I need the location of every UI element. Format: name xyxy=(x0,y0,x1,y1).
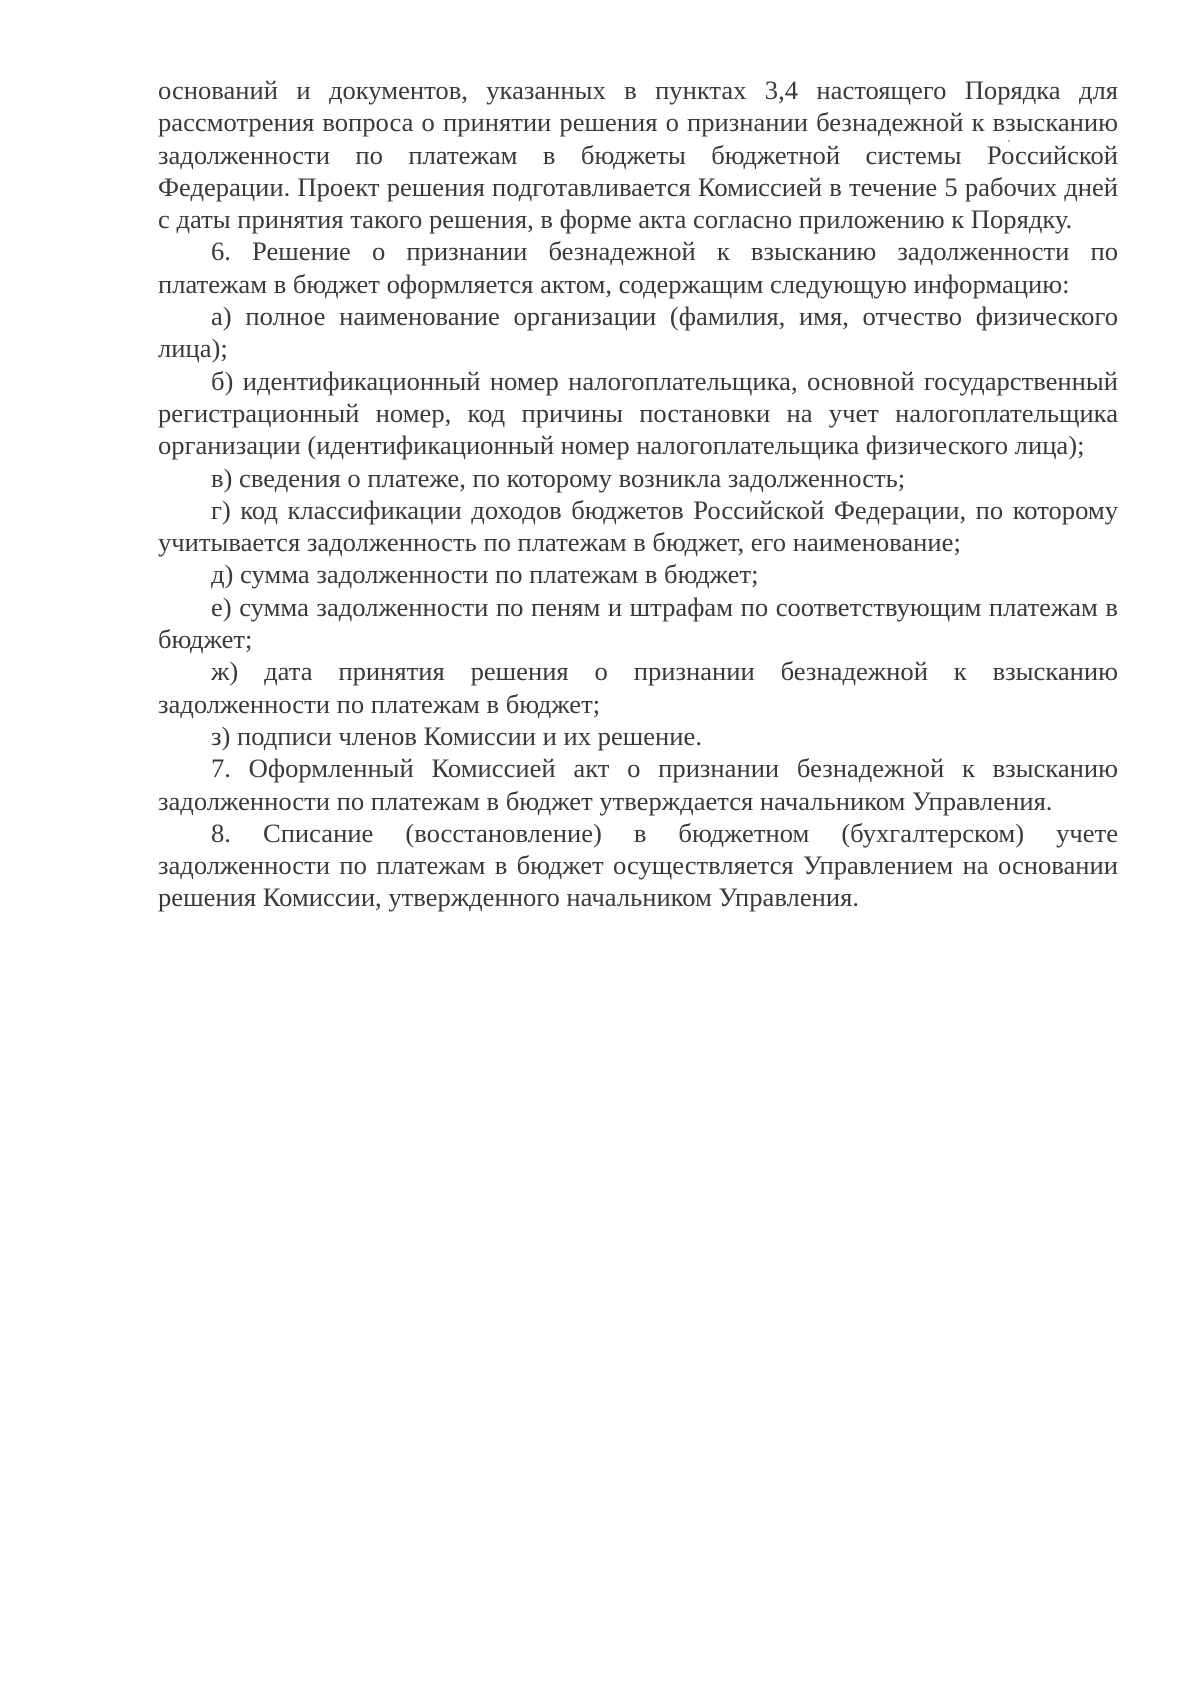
subitem-e: е) сумма задолженности по пеням и штрафам по соответствующим платежам в бюджет; xyxy=(158,591,1118,655)
subitem-g: г) код классификации доходов бюджетов Российской Федерации, по которому учитывается задолженность по платежам в бюджет, его наименование; xyxy=(158,494,1118,558)
subitem-a: а) полное наименование организации (фамилия, имя, отчество физического лица); xyxy=(158,301,1118,364)
paragraph-item-7: 7. Оформленный Комиссией акт о признании безнадежной к взысканию задолженности по платежам в бюджет утверждается начальником Управления. xyxy=(158,753,1118,816)
paragraph-item-8: 8. Списание (восстановление) в бюджетном (бухгалтерском) учете задолженности по платежам в бюджет осуществляется Управлением на основании решения Комиссии, утвержденного начальником Управления. xyxy=(158,817,1118,913)
document-body xyxy=(158,74,1118,914)
subitem-v: в) сведения о платеже, по которому возникла задолженность; xyxy=(211,462,906,493)
subitem-z: з) подписи членов Комиссии и их решение. xyxy=(211,720,702,751)
paragraph-continuation: оснований и документов, указанных в пунктах 3,4 настоящего Порядка для рассмотрения вопроса о принятии решения о признании безнадежной к взысканию задолженности по платежам в бюджеты бюджетной системы Российской Федерации. Проект решения подготавливается Комиссией в течение 5 рабочих дней с даты принятия такого решения, в форме акта согласно приложению к Порядку. xyxy=(158,75,1118,235)
subitem-d: д) сумма задолженности по платежам в бюджет; xyxy=(211,559,759,590)
subitem-zh: ж) дата принятия решения о признании безнадежной к взысканию задолженности по платежам в бюджет; xyxy=(158,656,1118,719)
paragraph-item-6: 6. Решение о признании безнадежной к взысканию задолженности по платежам в бюджет оформляется актом, содержащим следующую информацию: xyxy=(158,236,1118,299)
subitem-b: б) идентификационный номер налогоплательщика, основной государственный регистрационный номер, код причины постановки на учет налогоплательщика организации (идентификационный номер налогоплательщика физического лица); xyxy=(158,365,1118,461)
